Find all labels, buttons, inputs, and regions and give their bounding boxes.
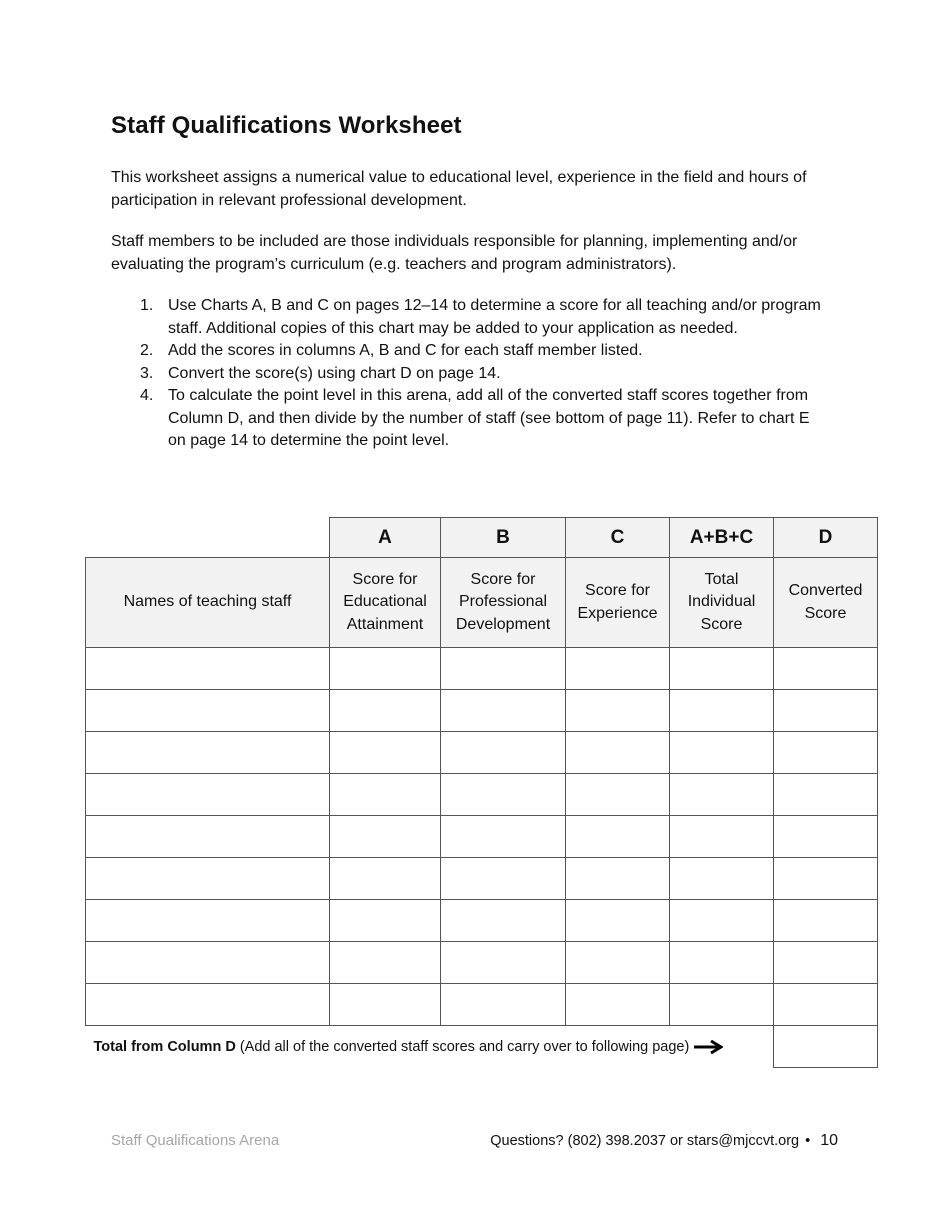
instruction-text: Convert the score(s) using chart D on page 14. [168,364,501,382]
arrow-right-icon [693,1040,723,1054]
professional-development-header: Score for Professional Development [441,558,566,648]
score-d-cell[interactable] [774,690,878,732]
instruction-item: 4. To calculate the point level in this arena, add all of the converted staff scores together from Column D, and then divide by the number of staff (see bottom of page 11). Refer to chart E on page 14 to determine the point level. [140,387,810,449]
staff-name-cell[interactable] [86,774,330,816]
score-c-cell[interactable] [566,942,670,984]
instruction-item: 2. Add the scores in columns A, B and C for each staff member listed. [140,342,643,359]
score-a-cell[interactable] [330,774,441,816]
column-letter-abc: A+B+C [670,518,774,558]
table-row [86,942,878,984]
score-total-cell[interactable] [670,774,774,816]
score-c-cell[interactable] [566,984,670,1026]
table-row [86,816,878,858]
total-label: Total from Column D (Add all of the converted staff scores and carry over to following page) [86,1026,774,1068]
instruction-item: 1. Use Charts A, B and C on pages 12–14 to determine a score for all teaching and/or program staff. Additional copies of this chart may be added to your application as needed. [140,297,821,337]
score-b-cell[interactable] [441,942,566,984]
column-header-row [86,558,878,648]
score-a-cell[interactable] [330,690,441,732]
column-letter-d: D [774,518,878,558]
score-total-cell[interactable] [670,690,774,732]
experience-header: Score for Experience [566,558,670,648]
score-b-cell[interactable] [441,690,566,732]
table-row [86,774,878,816]
instruction-item: 3. Convert the score(s) using chart D on page 14. [140,364,501,382]
staff-score-table [85,517,878,1068]
staff-name-cell[interactable] [86,984,330,1026]
score-total-cell[interactable] [670,732,774,774]
column-letter-row [86,518,878,558]
staff-name-cell[interactable] [86,942,330,984]
score-d-cell[interactable] [774,732,878,774]
staff-name-cell[interactable] [86,732,330,774]
converted-score-header: Converted Score [774,558,878,648]
names-header: Names of teaching staff [86,558,330,648]
score-d-cell[interactable] [774,942,878,984]
bullet-separator: • [805,1133,811,1149]
footer-contact [490,1132,838,1150]
table-row [86,648,878,690]
instruction-text: Add the scores in columns A, B and C for each staff member listed. [168,342,643,359]
score-total-cell[interactable] [670,858,774,900]
score-b-cell[interactable] [441,858,566,900]
score-a-cell[interactable] [330,732,441,774]
page-number: 10 [820,1132,838,1149]
score-a-cell[interactable] [330,816,441,858]
score-total-cell[interactable] [670,984,774,1026]
table-row [86,690,878,732]
score-d-cell[interactable] [774,984,878,1026]
score-c-cell[interactable] [566,732,670,774]
instruction-text: Use Charts A, B and C on pages 12–14 to determine a score for all teaching and/or program staff. Additional copies of this chart may be added to your application as needed. [168,297,821,337]
instruction-text: To calculate the point level in this arena, add all of the converted staff scores together from Column D, and then divide by the number of staff (see bottom of page 11). Refer to chart E on page 14 to determine the point level. [168,387,810,449]
educational-attainment-header: Score for Educational Attainment [330,558,441,648]
contact-info: Questions? (802) 398.2037 or stars@mjccvt.org [490,1133,800,1149]
score-d-cell[interactable] [774,900,878,942]
score-b-cell[interactable] [441,648,566,690]
score-a-cell[interactable] [330,900,441,942]
score-c-cell[interactable] [566,900,670,942]
total-row [86,1026,878,1068]
staff-paragraph: Staff members to be included are those individuals responsible for planning, implementing and/or evaluating the program’s curriculum (e.g. teachers and program administrators). [111,233,798,273]
column-letter-c: C [566,518,670,558]
table-row [86,984,878,1026]
score-b-cell[interactable] [441,816,566,858]
score-total-cell[interactable] [670,816,774,858]
score-b-cell[interactable] [441,774,566,816]
score-c-cell[interactable] [566,858,670,900]
score-d-cell[interactable] [774,648,878,690]
score-a-cell[interactable] [330,858,441,900]
score-c-cell[interactable] [566,690,670,732]
staff-name-cell[interactable] [86,648,330,690]
score-d-cell[interactable] [774,774,878,816]
score-d-cell[interactable] [774,816,878,858]
score-a-cell[interactable] [330,942,441,984]
intro-paragraph: This worksheet assigns a numerical value to educational level, experience in the field and hours of participation in relevant professional development. [111,169,807,209]
score-a-cell[interactable] [330,984,441,1026]
page-title: Staff Qualifications Worksheet [111,112,462,139]
score-total-cell[interactable] [670,942,774,984]
table-row [86,732,878,774]
column-letter-b: B [441,518,566,558]
staff-name-cell[interactable] [86,858,330,900]
score-a-cell[interactable] [330,648,441,690]
score-b-cell[interactable] [441,732,566,774]
instructions-list [111,295,831,453]
score-b-cell[interactable] [441,900,566,942]
score-total-cell[interactable] [670,900,774,942]
staff-name-cell[interactable] [86,900,330,942]
staff-name-cell[interactable] [86,690,330,732]
footer-section-name: Staff Qualifications Arena [111,1132,280,1149]
staff-name-cell[interactable] [86,816,330,858]
score-c-cell[interactable] [566,774,670,816]
table-row [86,858,878,900]
score-d-cell[interactable] [774,858,878,900]
score-b-cell[interactable] [441,984,566,1026]
column-letter-a: A [330,518,441,558]
total-column-d-cell[interactable] [774,1026,878,1068]
table-row [86,900,878,942]
total-individual-score-header: Total Individual Score [670,558,774,648]
score-c-cell[interactable] [566,648,670,690]
score-c-cell[interactable] [566,816,670,858]
score-total-cell[interactable] [670,648,774,690]
